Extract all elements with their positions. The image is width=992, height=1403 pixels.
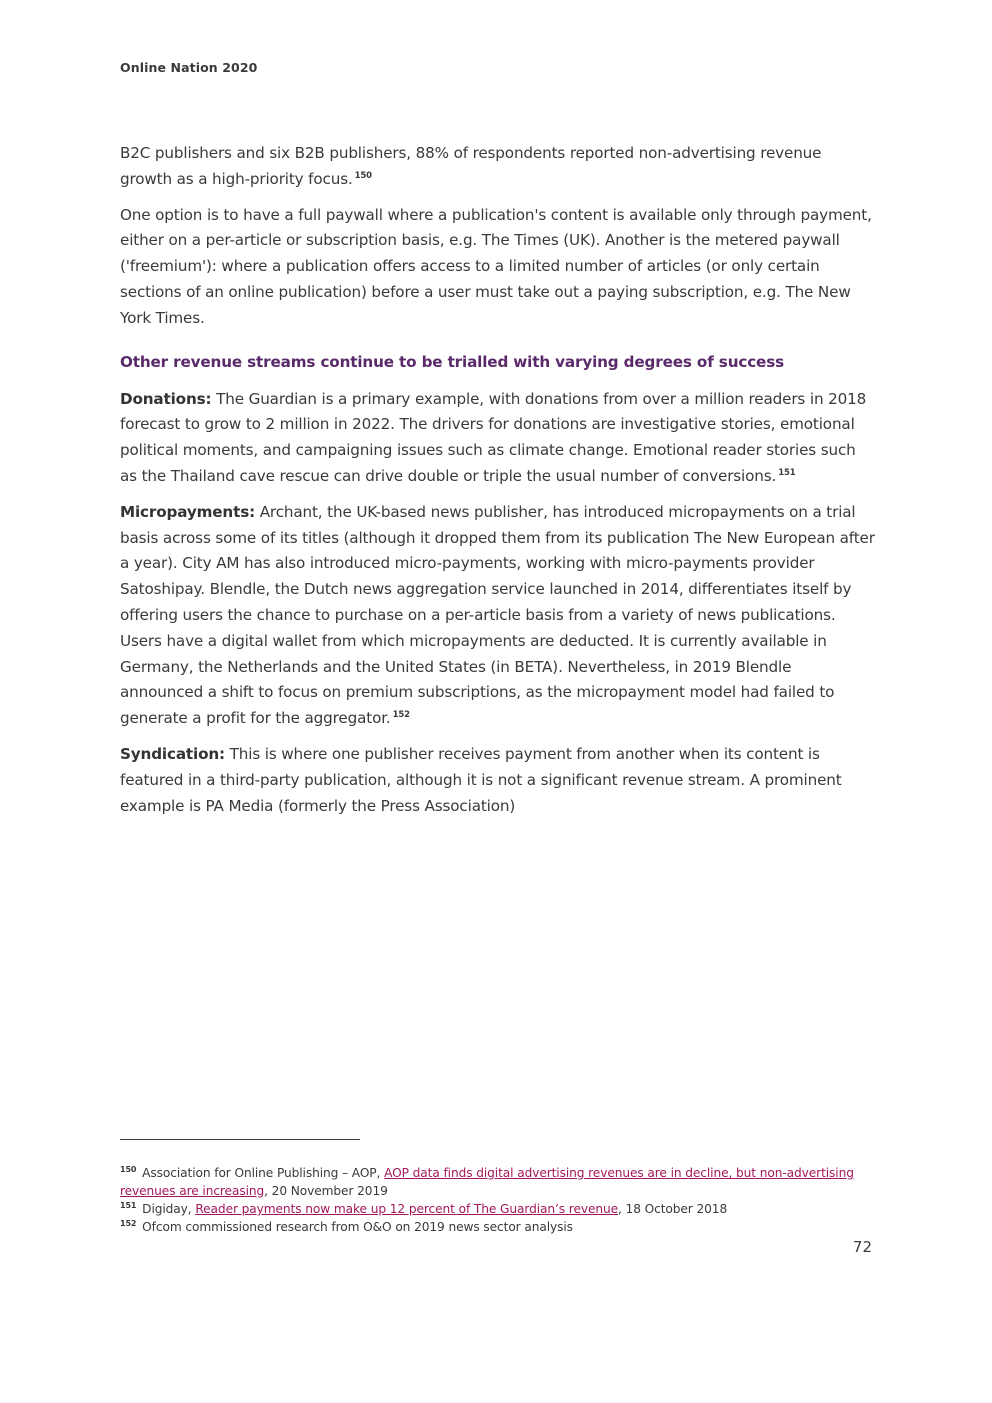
footnote-151 bbox=[120, 1200, 880, 1218]
footnote-date: , 20 November 2019 bbox=[264, 1184, 388, 1198]
paragraph-text: One option is to have a full paywall where a publication's content is available only through payment, either on a per-article or subscription basis, e.g. The Times (UK). Another is the metered paywall ('freemium'): where a publication offers access to a limited number of articles (or only certain sections of an online publication) before a user must take out a paying subscription, e.g. The New York Times. bbox=[120, 205, 872, 327]
footnote-source: Digiday, bbox=[138, 1202, 196, 1216]
footnote-ref-151[interactable]: 151 bbox=[778, 467, 796, 478]
footnote-divider bbox=[120, 1139, 360, 1140]
syndication-text: This is where one publisher receives payment from another when its content is featured in a third-party publication, although it is not a significant revenue stream. A prominent example is PA Media (formerly the Press Association) bbox=[120, 744, 842, 815]
donations-text: The Guardian is a primary example, with donations from over a million readers in 2018 forecast to grow to 2 million in 2022. The drivers for donations are investigative stories, emotional political moments, and campaigning issues such as climate change. Emotional reader stories such as the Thailand cave rescue can drive double or triple the usual number of conversions. bbox=[120, 389, 867, 485]
footnotes bbox=[120, 1164, 880, 1236]
paragraph-publishers-survey bbox=[120, 141, 876, 193]
section-subheading: Other revenue streams continue to be trialled with varying degrees of success bbox=[120, 352, 784, 371]
paragraph-micropayments bbox=[120, 500, 876, 732]
footnote-152 bbox=[120, 1218, 880, 1236]
footnote-number: 151 bbox=[120, 1201, 137, 1210]
paragraph-donations bbox=[120, 387, 876, 490]
donations-lead: Donations: bbox=[120, 389, 212, 408]
footnote-150 bbox=[120, 1164, 880, 1200]
micropayments-text: Archant, the UK-based news publisher, has introduced micropayments on a trial basis across some of its titles (although it dropped them from its publication The New European after a year). City AM has also introduced micro-payments, working with micro-payments provider Satoshipay. Blendle, the Dutch news aggregation service launched in 2014, differentiates itself by offering users the chance to purchase on a per-article basis from a variety of news publications. Users have a digital wallet from which micropayments are deducted. It is currently available in Germany, the Netherlands and the United States (in BETA). Nevertheless, in 2019 Blendle announced a shift to focus on premium subscriptions, as the micropayment model had failed to generate a profit for the aggregator. bbox=[120, 502, 875, 728]
footnote-number: 152 bbox=[120, 1219, 137, 1228]
footnote-link-digiday[interactable]: Reader payments now make up 12 percent of The Guardian’s revenue bbox=[195, 1202, 618, 1216]
syndication-lead: Syndication: bbox=[120, 744, 225, 763]
paragraph-text: B2C publishers and six B2B publishers, 88% of respondents reported non-advertising revenue growth as a high-priority focus. bbox=[120, 144, 822, 188]
running-header: Online Nation 2020 bbox=[120, 60, 258, 75]
page-number: 72 bbox=[852, 1238, 872, 1256]
footnote-text: Ofcom commissioned research from O&O on 2019 news sector analysis bbox=[138, 1220, 573, 1234]
micropayments-lead: Micropayments: bbox=[120, 502, 256, 521]
footnote-date: , 18 October 2018 bbox=[618, 1202, 728, 1216]
footnote-source: Association for Online Publishing – AOP, bbox=[138, 1166, 385, 1180]
paragraph-paywall-options bbox=[120, 203, 876, 332]
footnote-number: 150 bbox=[120, 1165, 137, 1174]
footnote-link-aop[interactable]: AOP data finds digital advertising revenues are in decline, but non-advertising revenues are increasing bbox=[120, 1166, 854, 1198]
footnote-ref-152[interactable]: 152 bbox=[392, 710, 410, 721]
footnote-ref-150[interactable]: 150 bbox=[354, 170, 372, 181]
body-text bbox=[120, 141, 876, 829]
paragraph-syndication bbox=[120, 742, 876, 819]
